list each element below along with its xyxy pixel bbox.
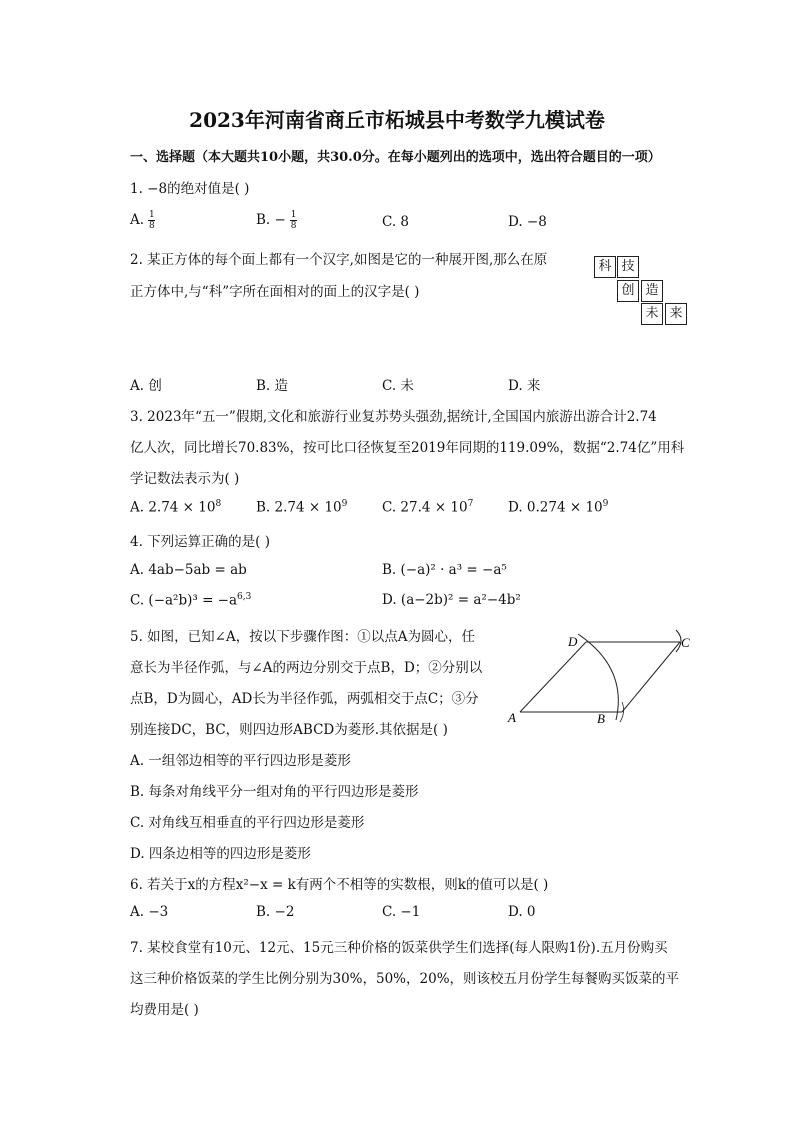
point-label-d: D — [568, 634, 578, 649]
q6-option-d: D. 0 — [508, 904, 536, 920]
q5-option-c: C. 对角线互相垂直的平行四边形是菱形 — [130, 815, 365, 831]
question-7-line1: 7. 某校食堂有10元、12元、15元三种价格的饭菜供学生们选择(每人限购1份).五月份购买 — [130, 940, 668, 956]
net-cell: 来 — [665, 303, 687, 325]
question-3-line2: 亿人次，同比增长70.83%，按可比口径恢复至2019年同期的119.09%，数据“2.74亿”用科 — [130, 440, 685, 456]
question-2-line2: 正方体中,与“科”字所在面相对的面上的汉字是( ) — [130, 284, 420, 300]
question-7-line3: 均费用是( ) — [130, 1002, 199, 1018]
q1-option-c: C. 8 — [382, 214, 410, 230]
q1-option-a: A. $\frac{1}{8}$ — [130, 210, 155, 231]
question-5-line1: 5. 如图，已知∠A，按以下步骤作图：①以点A为圆心，任 — [130, 629, 475, 645]
question-5-line2: 意长为半径作弧，与∠A的两边分别交于点B，D；②分别以 — [130, 660, 483, 676]
question-3-line3: 学记数法表示为( ) — [130, 471, 240, 487]
q2-option-d: D. 来 — [508, 378, 541, 394]
q5-option-b: B. 每条对角线平分一组对角的平行四边形是菱形 — [130, 784, 419, 800]
q1-option-b: B. − $\frac{1}{8}$ — [256, 210, 297, 231]
arc-from-a — [578, 634, 618, 720]
q4-option-b: B. (−a)² · a³ = −a⁵ — [382, 562, 507, 578]
q4-option-d: D. (a−2b)² = a²−4b² — [382, 592, 521, 608]
q6-option-c: C. −1 — [382, 904, 421, 920]
q3-option-a: A. $2.74 \times 10^8$ — [130, 499, 222, 516]
net-cell: 造 — [641, 280, 663, 302]
segment-ad — [520, 642, 586, 712]
question-4-stem: 4. 下列运算正确的是( ) — [130, 534, 270, 550]
q2-option-c: C. 未 — [382, 378, 414, 394]
net-cell: 创 — [617, 280, 639, 302]
page-title: 2023年河南省商丘市柘城县中考数学九模试卷 — [189, 108, 605, 132]
q4-option-a: A. 4ab−5ab = ab — [130, 562, 247, 578]
net-cell: 技 — [617, 256, 639, 278]
question-1-stem: 1. −8的绝对值是( ) — [130, 181, 250, 197]
q3-option-d: D. $0.274 \times 10^9$ — [508, 499, 609, 516]
q5-option-d: D. 四条边相等的四边形是菱形 — [130, 846, 311, 862]
net-cell: 科 — [594, 256, 616, 278]
q6-option-b: B. −2 — [256, 904, 295, 920]
q3-option-b: B. $2.74 \times 10^9$ — [256, 499, 348, 516]
net-cell: 未 — [641, 303, 663, 325]
rhombus-construction-figure — [500, 620, 700, 730]
question-6-stem: 6. 若关于x的方程x²−x = k有两个不相等的实数根，则k的值可以是( ) — [130, 877, 549, 893]
q4-option-c: C. $(-a^2b)^3 = -a^{6,3}$ — [130, 592, 252, 609]
q5-option-a: A. 一组邻边相等的平行四边形是菱形 — [130, 753, 351, 769]
question-5-line3: 点B，D为圆心，AD长为半径作弧，两弧相交于点C；③分 — [130, 691, 479, 707]
q3-option-c: C. $27.4 \times 10^7$ — [382, 499, 474, 516]
section-heading: 一、选择题（本大题共10小题，共30.0分。在每小题列出的选项中，选出符合题目的一项） — [130, 150, 661, 165]
point-label-a: A — [508, 710, 516, 725]
q2-option-b: B. 造 — [256, 378, 289, 394]
point-label-c: C — [681, 635, 690, 650]
question-7-line2: 这三种价格饭菜的学生比例分别为30%，50%，20%，则该校五月份学生每餐购买饭菜的平 — [130, 971, 680, 987]
point-label-b: B — [597, 711, 605, 726]
question-3-line1: 3. 2023年“五一”假期,文化和旅游行业复苏势头强劲,据统计,全国国内旅游出游合计2.74 — [130, 409, 657, 425]
q6-option-a: A. −3 — [130, 904, 169, 920]
q1-option-d: D. −8 — [508, 214, 547, 230]
question-5-line4: 别连接DC，BC，则四边形ABCD为菱形.其依据是( ) — [130, 722, 448, 738]
segment-bc — [622, 642, 680, 712]
question-2-line1: 2. 某正方体的每个面上都有一个汉字,如图是它的一种展开图,那么在原 — [130, 252, 548, 268]
q2-option-a: A. 创 — [130, 378, 162, 394]
